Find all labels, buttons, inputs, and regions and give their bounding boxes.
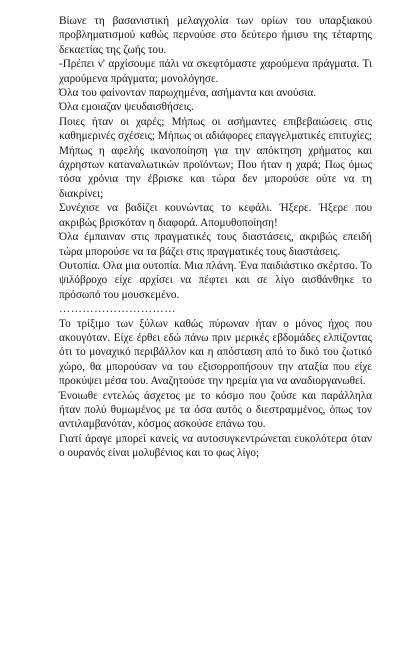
paragraph: Όλα έμπαιναν στις πραγματικές τους διαστάσεις, ακριβώς επειδή τώρα μπορούσε να τα βάζει στις πραγματικές τους διαστάσεις. (59, 231, 372, 258)
paragraph: -Πρέπει ν' αρχίσουμε πάλι να σκεφτόμαστε χαρούμενα πράγματα. Τι χαρούμενα πράγματα; μονολόγησε. (59, 58, 372, 85)
paragraph: Συνέχισε να βαδίζει κουνώντας το κεφάλι. Ήξερε. Ήξερε που ακριβώς βρισκόταν η διαφορά. Απομυθοποίηση! (59, 202, 372, 229)
section-separator: ………………………… (59, 303, 176, 316)
paragraph: Το τρίξιμο των ξύλων καθώς πύρωναν ήταν ο μόνος ήχος που ακουγόταν. Είχε έρθει εδώ πάνω πριν μερικές εβδομάδες ελπίζοντας ότι το μοναχικό περιβάλλον και η απόσταση από το δικό του ζωτικό χώρο, θα μπορούσαν να του εξισορροπήσουν την αταξία που είχε προκύψει μέσα του. Αναζητούσε την ηρεμία για να αναδιοργανωθεί. (59, 317, 372, 388)
paragraph: Γιατί άραγε μπορεί κανείς να αυτοσυγκεντρώνεται ευκολότερα όταν ο ουρανός είναι μολυβένιος και το φως λίγο; (59, 432, 372, 460)
paragraph: Όλα του φαίνονταν παρωχημένα, ασήμαντα και ανούσια. (59, 87, 317, 100)
paragraph: Όλα εμοιαζαν ψευδαισθήσεις. (59, 101, 194, 114)
paragraph: Ποιες ήταν οι χαρές; Μήπως οι ασήμαντες επιβεβαιώσεις στις καθημερινές σχέσεις; Μήπως οι αδιάφορες επαγγελματικές επιτυχίες; Μήπως η αφελής ικανοποίηση για την απόκτηση χρήματος και άχρηστων καταναλωτικών προϊόντων; Που ήταν η χαρά; Πως όμως τόσα χρόνια την έβρισκε και τώρα δεν μπορούσε ούτε να τη διακρίνει; (59, 115, 372, 200)
paragraph: Ένοιωθε εντελώς άσχετος με το κόσμο που ζούσε και παράλληλα ήταν πολύ θυμωμένος με τα όσα αυτός ο διεστραμμένος, όπως τον αντιλαμβανόταν, κόσμος ασκούσε επάνω του. (59, 389, 372, 431)
paragraph: Βίωνε τη βασανιστική μελαγχολία των ορίων του υπαρξιακού προβληματισμού καθώς περνούσε στο δεύτερο ήμισυ της τέταρτης δεκαετίας της ζωής του. (59, 15, 372, 56)
paragraph: Ουτοπία. Ολα μια ουτοπία. Μια πλάνη. Ένα παιδιάστικο σκέρτσο. Το ψιλόβροχο είχε αρχίσει να πέφτει και σε λίγο αισθάνθηκε το πρόσωπό του μουσκεμένο. (59, 259, 372, 301)
